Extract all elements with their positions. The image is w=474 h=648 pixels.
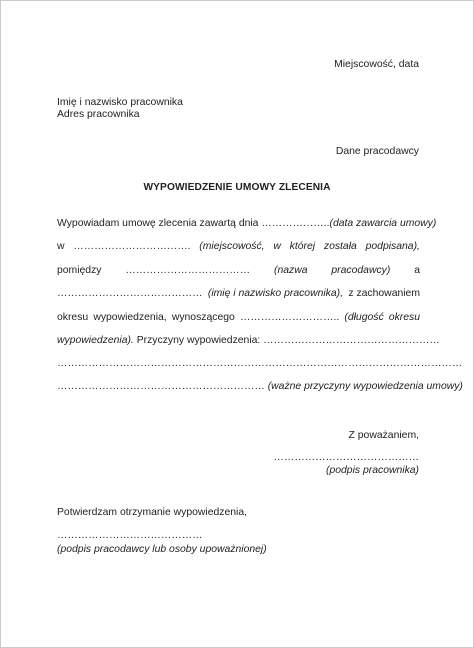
receipt-confirmation-text: Potwierdzam otrzymanie wypowiedzenia, xyxy=(57,507,247,518)
regards-label: Z poważaniem, xyxy=(348,430,419,441)
body-hint: została xyxy=(323,241,357,252)
employer-data-label: Dane pracodawcy xyxy=(335,146,419,157)
body-text: okresu xyxy=(57,312,89,323)
body-hint: pracodawcy) xyxy=(331,265,391,276)
body-line-8 xyxy=(57,381,463,393)
employer-signature-label: (podpis pracodawcy lub osoby upoważnionej) xyxy=(57,544,267,555)
body-hint: której xyxy=(289,241,316,252)
employee-signature-label: (podpis pracownika) xyxy=(326,465,419,476)
body-line-4 xyxy=(57,288,420,300)
place-date-label: Miejscowość, data xyxy=(334,59,419,70)
body-text: w xyxy=(57,241,65,252)
body-dots: …………………………………… xyxy=(57,288,203,299)
body-hint: okresu xyxy=(388,312,420,323)
body-dots: ……………………………… xyxy=(125,265,251,276)
employee-name-label: Imię i nazwisko pracownika xyxy=(57,97,183,108)
body-hint: (długość xyxy=(344,312,384,323)
employee-address-label: Adres pracownika xyxy=(57,109,140,120)
body-text: wynoszącego xyxy=(171,312,235,323)
employee-signature-line: …………………………………… xyxy=(273,452,419,463)
body-hint: (imię i nazwisko pracownika), xyxy=(207,288,343,299)
body-dots: …………………………………………………… xyxy=(57,381,268,392)
employer-signature-line: …………………………………… xyxy=(57,530,203,541)
body-text: a xyxy=(414,265,420,276)
body-hint: (nazwa xyxy=(273,265,308,276)
body-line-2 xyxy=(57,241,420,253)
body-line-6 xyxy=(57,335,440,347)
body-hint: (ważne przyczyny wypowiedzenia umowy) xyxy=(267,381,463,392)
body-hint: w xyxy=(273,241,281,252)
body-hint: (miejscowość, xyxy=(199,241,265,252)
body-hint: (data zawarcia umowy) xyxy=(329,218,437,229)
body-dots: ……………………….. xyxy=(239,312,340,323)
document-title: WYPOWIEDZENIE UMOWY ZLECENIA xyxy=(143,182,331,193)
body-line-1 xyxy=(57,218,437,230)
body-dots: ……………………………. xyxy=(73,241,191,252)
body-text: z zachowaniem xyxy=(348,288,420,299)
body-hint: podpisana), xyxy=(365,241,420,252)
body-text: Przyczyny wypowiedzenia: …………………………………………… xyxy=(133,335,440,346)
body-line-5 xyxy=(57,312,420,324)
body-text: Wypowiadam umowę zlecenia zawartą dnia ……………….. xyxy=(57,218,330,229)
body-line-3 xyxy=(57,265,420,277)
body-hint: wypowiedzenia). xyxy=(57,335,134,346)
body-line-7: ……………………………………………………………………………………………………… xyxy=(57,358,463,369)
body-text: wypowiedzenia, xyxy=(93,312,167,323)
body-text: pomiędzy xyxy=(57,265,102,276)
